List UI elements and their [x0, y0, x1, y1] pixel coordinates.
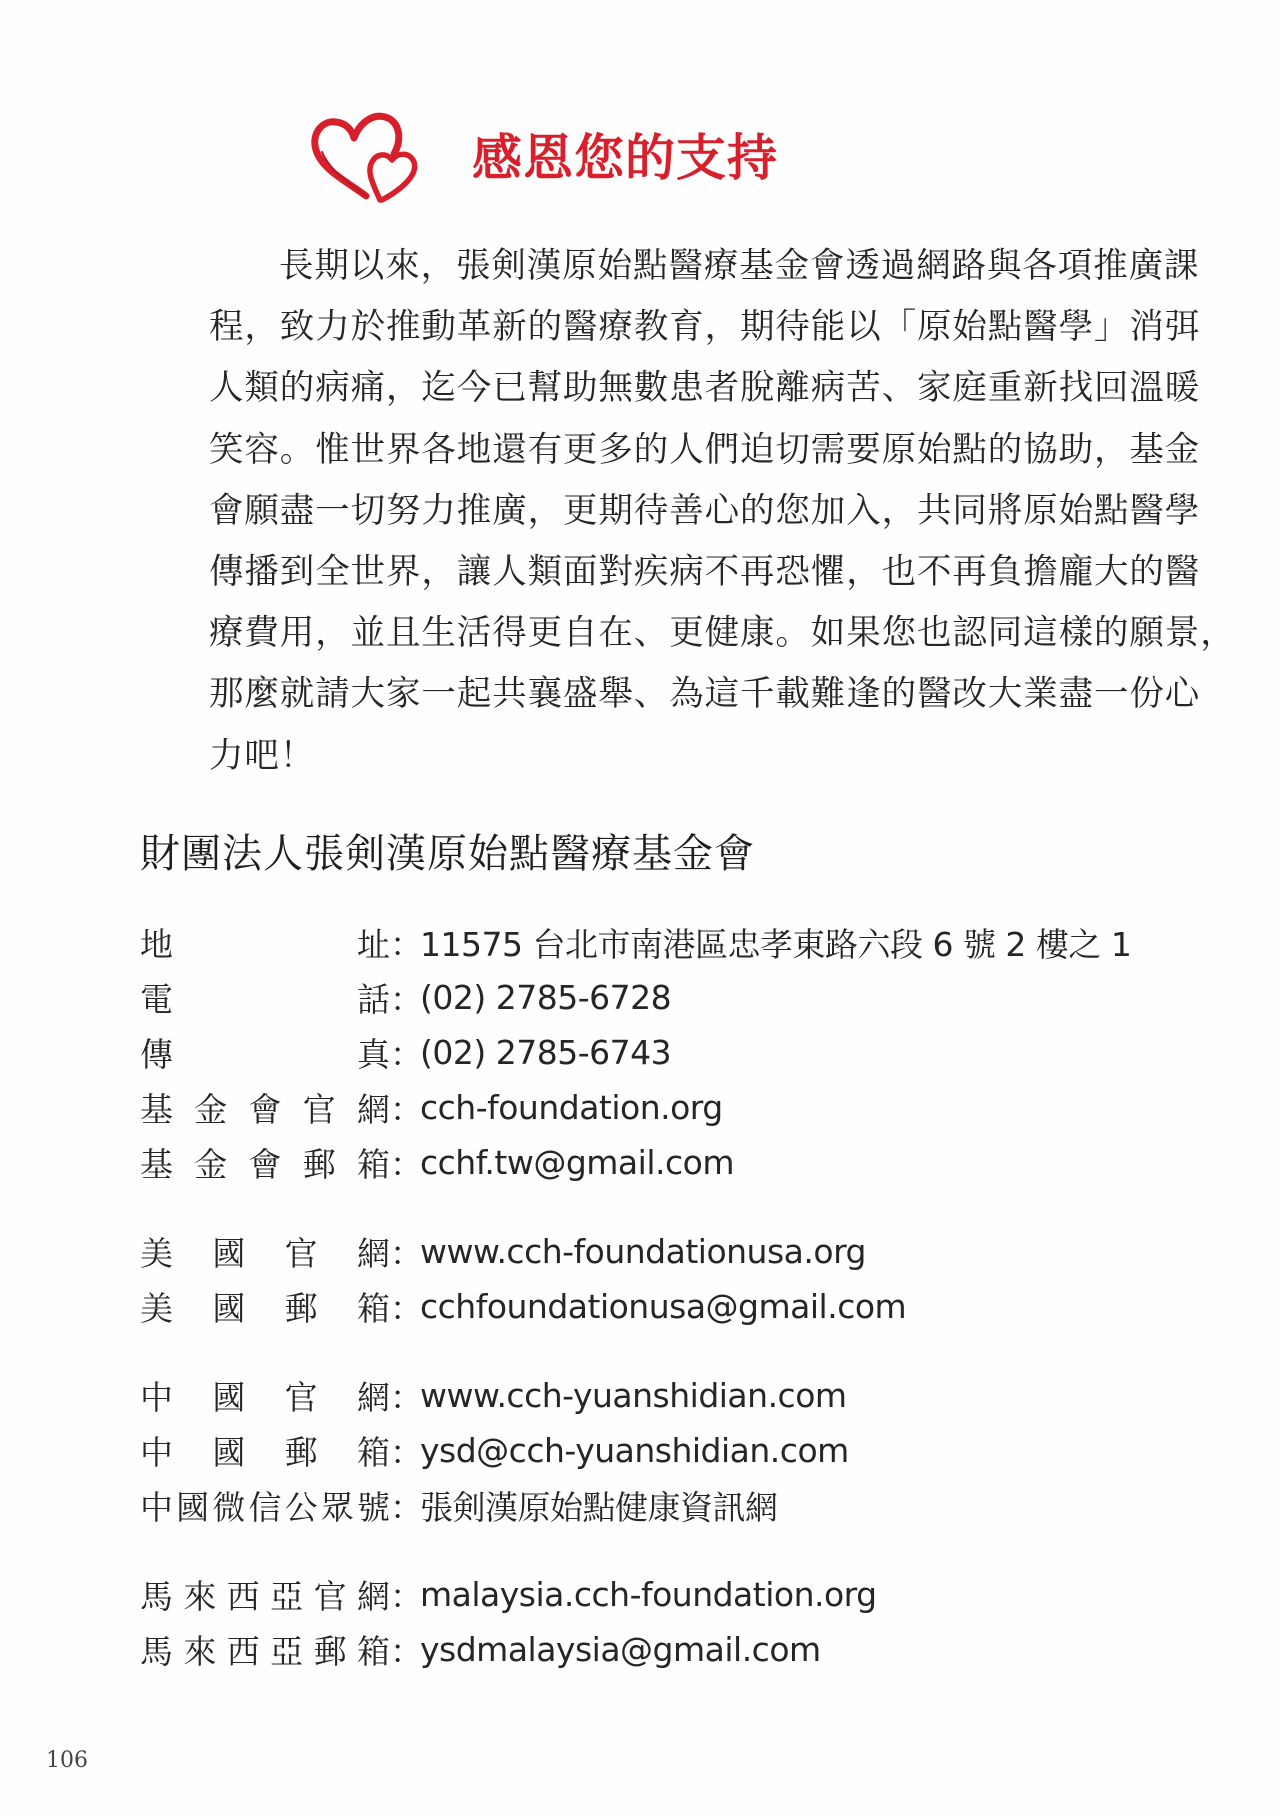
contact-label [140, 1626, 390, 1673]
contact-label-char: 基 [140, 1145, 173, 1184]
contact-label-char: 公 [284, 1488, 318, 1527]
contact-label-char: 網 [356, 1378, 390, 1417]
contact-label-char: 西 [226, 1632, 260, 1671]
contact-row-phone [140, 970, 1180, 1025]
page-number: 106 [46, 1748, 88, 1773]
contact-label-char: 來 [183, 1632, 217, 1671]
contact-value-website[interactable]: malaysia.cch-foundation.org [420, 1575, 877, 1614]
contact-label [140, 1427, 390, 1474]
contact-colon: ： [390, 1145, 423, 1184]
contact-label-char: 美 [140, 1234, 173, 1273]
contact-label-char: 網 [357, 1090, 390, 1129]
organization-name: 財團法人張剣漢原始點醫療基金會 [140, 831, 755, 877]
contact-label-char: 國 [212, 1234, 246, 1273]
contact-value-website[interactable]: cch-foundation.org [420, 1088, 723, 1127]
contact-group [140, 1368, 1180, 1533]
contact-colon: ： [390, 1289, 423, 1328]
contact-label-char: 中 [140, 1488, 173, 1527]
contact-label-char: 亞 [270, 1632, 304, 1671]
contact-label-char: 官 [302, 1090, 336, 1129]
contact-label-char: 金 [194, 1090, 228, 1129]
contact-label-char: 箱 [356, 1433, 390, 1472]
contact-label-char: 微 [212, 1488, 246, 1527]
contact-row-address [140, 915, 1180, 970]
intro-paragraph [140, 236, 1236, 787]
contact-colon: ： [390, 925, 423, 964]
contact-value-website[interactable]: www.cch-foundationusa.org [420, 1232, 867, 1271]
intro-line: 長期以來，張剣漢原始點醫療基金會透過網路與各項推廣課 [279, 246, 1200, 286]
hearts-icon [308, 108, 422, 204]
contact-label-char: 郵 [313, 1632, 347, 1671]
contact-colon: ： [390, 1488, 423, 1527]
contact-row-website [140, 1224, 1180, 1279]
contact-label-char: 國 [212, 1289, 246, 1328]
contact-label-char: 地 [140, 925, 173, 964]
intro-line: 療費用，並且生活得更自在、更健康。如果您也認同這樣的願景， [209, 613, 1236, 654]
contact-label [140, 1571, 390, 1618]
contact-value-address: 11575 台北市南港區忠孝東路六段 6 號 2 樓之 1 [420, 925, 1132, 964]
contact-colon: ： [390, 1090, 423, 1129]
intro-line: 人類的病痛，迄今已幫助無數患者脫離病苦、家庭重新找回溫暖 [209, 368, 1201, 409]
intro-line: 傳播到全世界，讓人類面對疾病不再恐懼，也不再負擔龐大的醫 [209, 552, 1201, 593]
contact-label-char: 網 [356, 1234, 390, 1273]
contact-colon: ： [390, 1035, 423, 1074]
contact-list [140, 915, 1180, 1677]
contact-label-char: 官 [284, 1378, 318, 1417]
contact-label-char: 傳 [140, 1035, 173, 1074]
contact-label-char: 會 [248, 1090, 282, 1129]
contact-label [140, 919, 390, 966]
contact-row-website [140, 1368, 1180, 1423]
contact-group [140, 1567, 1180, 1677]
contact-label-char: 信 [248, 1488, 282, 1527]
contact-label-char: 真 [357, 1035, 390, 1074]
contact-label-char: 國 [212, 1378, 246, 1417]
contact-label-char: 箱 [356, 1289, 390, 1328]
contact-label-char: 亞 [270, 1577, 304, 1616]
contact-value-fax: (02) 2785-6743 [420, 1033, 672, 1072]
contact-label-char: 網 [356, 1577, 390, 1616]
contact-label-char: 國 [176, 1488, 210, 1527]
contact-label-char: 郵 [284, 1433, 318, 1472]
contact-label-char: 號 [356, 1488, 390, 1527]
page-title: 感恩您的支持 [472, 128, 778, 187]
contact-label [140, 1139, 390, 1186]
contact-value-email[interactable]: cchfoundationusa@gmail.com [420, 1287, 907, 1326]
contact-colon: ： [390, 1632, 423, 1671]
contact-value-wechat: 張剣漢原始點健康資訊網 [420, 1488, 778, 1527]
contact-label-char: 中 [140, 1378, 173, 1417]
contact-row-email [140, 1279, 1180, 1334]
intro-line: 那麼就請大家一起共襄盛舉、為這千載難逢的醫改大業盡一份心 [209, 674, 1201, 715]
contact-label [140, 1228, 390, 1275]
contact-label-char: 西 [226, 1577, 260, 1616]
intro-line: 笑容。惟世界各地還有更多的人們迫切需要原始點的協助，基金 [209, 429, 1201, 470]
contact-label-char: 官 [313, 1577, 347, 1616]
contact-group [140, 1224, 1180, 1334]
contact-colon: ： [390, 1378, 423, 1417]
contact-label-char: 電 [140, 980, 173, 1019]
contact-row-fax [140, 1025, 1180, 1080]
contact-label [140, 1283, 390, 1330]
contact-row-email [140, 1423, 1180, 1478]
contact-label-char: 馬 [140, 1577, 173, 1616]
contact-colon: ： [390, 1433, 423, 1472]
contact-label-char: 會 [248, 1145, 282, 1184]
contact-label-char: 箱 [356, 1632, 390, 1671]
contact-value-email[interactable]: ysd@cch-yuanshidian.com [420, 1431, 849, 1470]
contact-value-email[interactable]: cchf.tw@gmail.com [420, 1143, 734, 1182]
contact-colon: ： [390, 1234, 423, 1273]
contact-label-char: 來 [183, 1577, 217, 1616]
contact-label-char: 金 [194, 1145, 228, 1184]
contact-value-phone: (02) 2785-6728 [420, 978, 672, 1017]
contact-label-char: 箱 [357, 1145, 390, 1184]
contact-label-char: 官 [284, 1234, 318, 1273]
contact-label-char: 基 [140, 1090, 173, 1129]
contact-label-char: 馬 [140, 1632, 173, 1671]
contact-label-char: 郵 [302, 1145, 336, 1184]
intro-line: 力吧！ [209, 735, 316, 776]
intro-line: 會願盡一切努力推廣，更期待善心的您加入，共同將原始點醫學 [209, 490, 1201, 531]
contact-row-wechat [140, 1478, 1180, 1533]
contact-row-email [140, 1622, 1180, 1677]
contact-label-char: 中 [140, 1433, 173, 1472]
contact-label [140, 974, 390, 1021]
contact-label [140, 1482, 390, 1529]
contact-label [140, 1084, 390, 1131]
contact-label-char: 話 [357, 980, 390, 1019]
contact-label-char: 眾 [320, 1488, 354, 1527]
contact-row-website [140, 1080, 1180, 1135]
contact-row-website [140, 1567, 1180, 1622]
contact-colon: ： [390, 1577, 423, 1616]
contact-label-char: 美 [140, 1289, 173, 1328]
contact-label-char: 國 [212, 1433, 246, 1472]
contact-group [140, 915, 1180, 1190]
contact-value-website[interactable]: www.cch-yuanshidian.com [420, 1376, 847, 1415]
contact-label-char: 郵 [284, 1289, 318, 1328]
contact-value-email[interactable]: ysdmalaysia@gmail.com [420, 1630, 821, 1669]
title-block [308, 108, 778, 204]
contact-label [140, 1372, 390, 1419]
contact-label-char: 址 [357, 925, 390, 964]
intro-line: 程，致力於推動革新的醫療教育，期待能以「原始點醫學」消弭 [209, 307, 1201, 348]
contact-colon: ： [390, 980, 423, 1019]
contact-row-email [140, 1135, 1180, 1190]
contact-label [140, 1029, 390, 1076]
